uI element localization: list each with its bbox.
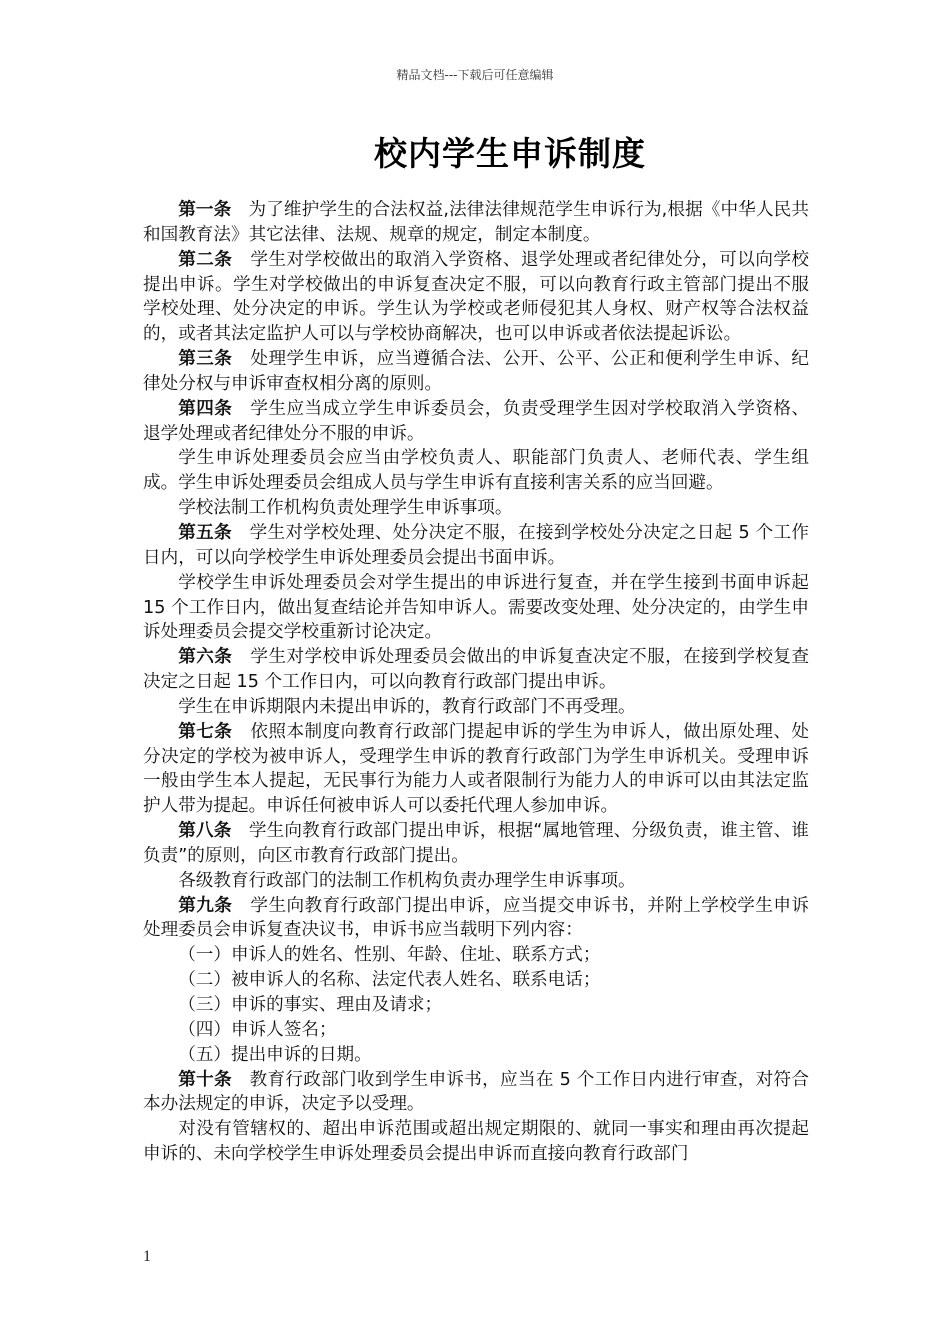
article-text: 学生申诉处理委员会应当由学校负责人、职能部门负责人、老师代表、学生组成。学生申诉处理委员会组成人员与学生申诉有直接利害关系的应当回避。 (143, 448, 809, 494)
list-item: （五）提出申诉的日期。 (178, 1044, 372, 1065)
list-item: （一）申诉人的姓名、性别、年龄、住址、联系方式； (178, 945, 601, 966)
required-contents-list (143, 943, 809, 1067)
article-paragraph (143, 819, 809, 869)
article-text: 学生在申诉期限内未提出申诉的，教育行政部门不再受理。 (178, 696, 636, 717)
article-number: 第一条 (178, 200, 232, 220)
article-paragraph (143, 720, 809, 819)
article-paragraph (143, 695, 809, 720)
article-text: 学生应当成立学生申诉委员会，负责受理学生因对学校取消入学资格、退学处理或者纪律处分不服的申诉。 (143, 398, 809, 444)
list-item: （四）申诉人签名； (178, 1019, 337, 1040)
article-number: 第七条 (178, 721, 233, 742)
article-paragraph (143, 397, 809, 447)
article-paragraph (143, 894, 809, 944)
article-number: 第十条 (178, 1069, 232, 1090)
page-number: 1 (143, 1248, 151, 1265)
document-header-note: 精品文档---下载后可任意编辑 (396, 68, 554, 82)
article-text: 学生对学校处理、处分决定不服，在接到学校处分决定之日起 5 个工作日内，可以向学校学生申诉处理委员会提出书面申诉。 (143, 522, 809, 568)
article-paragraph (143, 869, 809, 894)
article-number: 第三条 (178, 349, 233, 370)
article-paragraph (143, 645, 809, 695)
list-item: （二）被申诉人的名称、法定代表人姓名、联系电话； (178, 970, 601, 991)
article-paragraph (143, 446, 809, 496)
article-text: 对没有管辖权的、超出申诉范围或超出规定期限的、就同一事实和理由再次提起申诉的、未向学校学生申诉处理委员会提出申诉而直接向教育行政部门 (143, 1119, 809, 1165)
article-paragraph (143, 496, 809, 521)
article-text: 为了维护学生的合法权益,法律法律规范学生申诉行为,根据《中华人民共和国教育法》其它法律、法规、规章的规定，制定本制度。 (143, 200, 809, 245)
article-paragraph (143, 347, 809, 397)
article-text: 学生对学校申诉处理委员会做出的申诉复查决定不服，在接到学校复查决定之日起 15 个工作日内，可以向教育行政部门提出申诉。 (143, 647, 809, 693)
article-text: 学生向教育行政部门提出申诉，应当提交申诉书，并附上学校学生申诉处理委员会申诉复查决议书，申诉书应当载明下列内容： (143, 895, 809, 941)
article-number: 第九条 (178, 895, 233, 916)
article-number: 第八条 (178, 821, 232, 842)
articles-section-continued (143, 1068, 809, 1167)
article-number: 第六条 (178, 647, 233, 668)
article-text: 学校法制工作机构负责处理学生申诉事项。 (178, 498, 513, 519)
document-body (143, 198, 809, 1167)
article-text: 依照本制度向教育行政部门提起申诉的学生为申诉人，做出原处理、处分决定的学校为被申诉人，受理学生申诉的教育行政部门为学生申诉机关。受理申诉一般由学生本人提起，无民事行为能力人或者限制行为能力人的申诉可以由其法定监护人带为提起。申诉任何被申诉人可以委托代理人参加申诉。 (143, 721, 809, 817)
article-number: 第二条 (178, 249, 233, 270)
article-paragraph (143, 1068, 809, 1118)
document-title: 校内学生申诉制度 (374, 134, 646, 173)
article-text: 教育行政部门收到学生申诉书，应当在 5 个工作日内进行审查，对符合本办法规定的申诉，决定予以受理。 (143, 1069, 809, 1115)
articles-section (143, 198, 809, 943)
article-text: 学生对学校做出的取消入学资格、退学处理或者纪律处分，可以向学校提出申诉。学生对学校做出的申诉复查决定不服，可以向教育行政主管部门提出不服学校处理、处分决定的申诉。学生认为学校或老师侵犯其人身权、财产权等合法权益的，或者其法定监护人可以与学校协商解决，也可以申诉或者依法提起诉讼。 (143, 249, 809, 345)
article-text: 各级教育行政部门的法制工作机构负责办理学生申诉事项。 (178, 870, 636, 891)
article-paragraph (143, 571, 809, 646)
list-item: （三）申诉的事实、理由及请求； (178, 995, 443, 1015)
article-text: 学校学生申诉处理委员会对学生提出的申诉进行复查，并在学生接到书面申诉起 15 个工作日内，做出复查结论并告知申诉人。需要改变处理、处分决定的，由学生申诉处理委员会提交学校重新讨论决定。 (143, 572, 809, 643)
article-paragraph (143, 248, 809, 347)
article-paragraph (143, 198, 809, 248)
article-paragraph (143, 521, 809, 571)
article-text: 处理学生申诉，应当遵循合法、公开、公平、公正和便利学生申诉、纪律处分权与申诉审查权相分离的原则。 (143, 349, 809, 394)
article-text: 学生向教育行政部门提出申诉，根据“属地管理、分级负责，谁主管、谁负责”的原则，向区市教育行政部门提出。 (143, 821, 809, 866)
article-paragraph (143, 1117, 809, 1167)
article-number: 第四条 (178, 398, 233, 419)
article-number: 第五条 (178, 522, 232, 543)
